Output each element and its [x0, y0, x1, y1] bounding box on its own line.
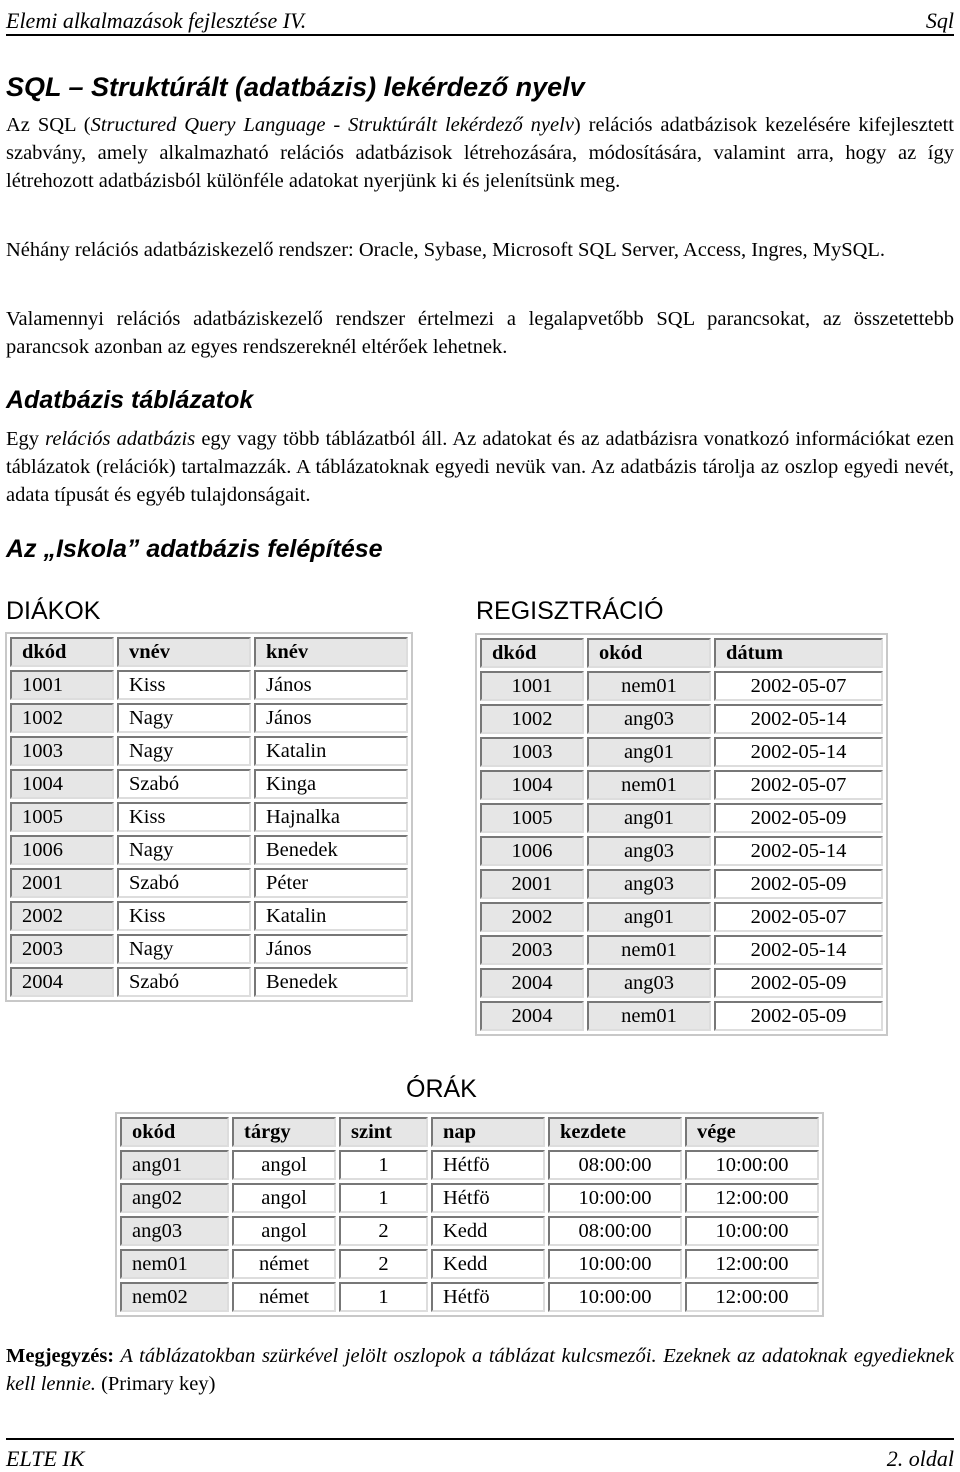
- column-header: vége: [685, 1117, 819, 1147]
- table-cell: Kinga: [254, 769, 408, 799]
- table-row: [120, 1249, 819, 1279]
- orak-table: [115, 1112, 824, 1317]
- table-cell: 12:00:00: [685, 1249, 819, 1279]
- table-cell: 2002-05-09: [714, 968, 883, 998]
- table-cell: Szabó: [117, 769, 251, 799]
- table-cell: 1001: [10, 670, 114, 700]
- table-cell: ang02: [120, 1183, 229, 1213]
- table-cell: Nagy: [117, 835, 251, 865]
- table-cell: ang01: [587, 803, 711, 833]
- table-cell: 1002: [480, 704, 584, 734]
- table-cell: 2002-05-07: [714, 671, 883, 701]
- table-cell: Kiss: [117, 670, 251, 700]
- table-cell: 1004: [480, 770, 584, 800]
- footer-institution: ELTE IK: [6, 1446, 85, 1471]
- table-cell: Hétfö: [431, 1282, 545, 1312]
- table-cell: 10:00:00: [685, 1216, 819, 1246]
- table-cell: ang01: [587, 902, 711, 932]
- column-header: tárgy: [232, 1117, 336, 1147]
- table-cell: 2003: [480, 935, 584, 965]
- table-cell: 2004: [10, 967, 114, 997]
- footer-page-number: 2. oldal: [886, 1446, 954, 1471]
- table-cell: 10:00:00: [685, 1150, 819, 1180]
- intro-paragraph-2: Néhány relációs adatbáziskezelő rendszer: Oracle, Sybase, Microsoft SQL Server, Access, Ingres, MySQL.: [6, 239, 886, 261]
- column-header: vnév: [117, 637, 251, 667]
- table-row: [480, 1001, 883, 1031]
- table-cell: ang03: [587, 836, 711, 866]
- table-cell: 2: [339, 1216, 428, 1246]
- table-cell: nem01: [587, 770, 711, 800]
- table-row: [480, 968, 883, 998]
- table-cell: 2002-05-07: [714, 902, 883, 932]
- table-cell: 2003: [10, 934, 114, 964]
- table-row: [10, 868, 408, 898]
- column-header: knév: [254, 637, 408, 667]
- table-cell: 2002: [480, 902, 584, 932]
- table-cell: nem01: [120, 1249, 229, 1279]
- table-cell: angol: [232, 1216, 336, 1246]
- table-cell: János: [254, 934, 408, 964]
- table-cell: Szabó: [117, 967, 251, 997]
- table-cell: 08:00:00: [548, 1150, 682, 1180]
- table-row: [10, 901, 408, 931]
- table-cell: 1: [339, 1282, 428, 1312]
- table-cell: 1003: [10, 736, 114, 766]
- table-row: [120, 1150, 819, 1180]
- table-cell: 2004: [480, 968, 584, 998]
- table-cell: Nagy: [117, 736, 251, 766]
- table-cell: angol: [232, 1150, 336, 1180]
- table-cell: német: [232, 1282, 336, 1312]
- table-row: [480, 671, 883, 701]
- table-row: [10, 835, 408, 865]
- table-cell: Hétfö: [431, 1183, 545, 1213]
- column-header: szint: [339, 1117, 428, 1147]
- table-cell: 1: [339, 1150, 428, 1180]
- table-cell: 1005: [480, 803, 584, 833]
- table-cell: 1001: [480, 671, 584, 701]
- table-cell: 2002-05-14: [714, 737, 883, 767]
- table-cell: ang03: [587, 869, 711, 899]
- table-row: [10, 934, 408, 964]
- column-header: okód: [587, 638, 711, 668]
- table-cell: Benedek: [254, 967, 408, 997]
- table-cell: 2004: [480, 1001, 584, 1031]
- table-cell: 10:00:00: [548, 1183, 682, 1213]
- table-row: [480, 902, 883, 932]
- table-cell: nem01: [587, 671, 711, 701]
- intro-paragraph-1: Az SQL (Structured Query Language - Struktúrált lekérdező nyelv) relációs adatbázisok kezelésére kifejlesztett szabvány, amely alkalmazható relációs adatbázisok létrehozására, módosítására, valamint arra, hogy az így létrehozott adatbázisból különféle adatokat nyerjünk ki és jelenítsünk meg.: [6, 114, 954, 192]
- table-cell: nem01: [587, 1001, 711, 1031]
- orak-title: ÓRÁK: [406, 1075, 477, 1103]
- table-cell: 1006: [480, 836, 584, 866]
- tables-paragraph: Egy relációs adatbázis egy vagy több táblázatból áll. Az adatokat és az adatbázisra vonatkozó információkat ezen táblázatok (relációk) tartalmazzák. A táblázatoknak egyedi nevük van. Az adatbázis tárolja az oszlop egyedi nevét, adata típusát és egyéb tulajdonságait.: [6, 428, 954, 506]
- table-cell: 2002-05-09: [714, 803, 883, 833]
- intro-paragraph-3: Valamennyi relációs adatbáziskezelő rendszer értelmezi a legalapvetőbb SQL parancsokat, az összetettebb parancsok azonban az egyes rendszereknél eltérőek lehetnek.: [6, 308, 954, 358]
- table-cell: 2002-05-14: [714, 836, 883, 866]
- column-header: dkód: [10, 637, 114, 667]
- header-course-title: Elemi alkalmazások fejlesztése IV.: [6, 8, 307, 33]
- table-cell: 2002-05-09: [714, 869, 883, 899]
- table-cell: Hajnalka: [254, 802, 408, 832]
- column-header: dkód: [480, 638, 584, 668]
- table-row: [120, 1183, 819, 1213]
- table-cell: 2001: [10, 868, 114, 898]
- page-header: [6, 4, 954, 36]
- page-title: SQL – Struktúrált (adatbázis) lekérdező nyelv: [6, 72, 585, 102]
- table-cell: ang03: [120, 1216, 229, 1246]
- table-row: [10, 802, 408, 832]
- table-row: [120, 1216, 819, 1246]
- table-row: [480, 770, 883, 800]
- table-cell: 12:00:00: [685, 1183, 819, 1213]
- table-cell: Péter: [254, 868, 408, 898]
- section-title-tables: Adatbázis táblázatok: [6, 386, 254, 414]
- table-cell: 1004: [10, 769, 114, 799]
- table-cell: Kiss: [117, 802, 251, 832]
- table-cell: 08:00:00: [548, 1216, 682, 1246]
- table-row: [480, 836, 883, 866]
- column-header: okód: [120, 1117, 229, 1147]
- column-header: kezdete: [548, 1117, 682, 1147]
- table-cell: ang01: [120, 1150, 229, 1180]
- table-cell: Kiss: [117, 901, 251, 931]
- table-cell: 10:00:00: [548, 1282, 682, 1312]
- table-header-row: [480, 638, 883, 668]
- table-cell: 2001: [480, 869, 584, 899]
- table-cell: Katalin: [254, 736, 408, 766]
- regisztracio-table: [475, 633, 888, 1036]
- table-cell: 2002: [10, 901, 114, 931]
- table-cell: Kedd: [431, 1216, 545, 1246]
- table-cell: 2002-05-09: [714, 1001, 883, 1031]
- table-cell: Katalin: [254, 901, 408, 931]
- table-row: [480, 869, 883, 899]
- table-cell: nem02: [120, 1282, 229, 1312]
- table-row: [10, 967, 408, 997]
- table-cell: János: [254, 670, 408, 700]
- table-header-row: [10, 637, 408, 667]
- table-row: [10, 670, 408, 700]
- diakok-title: DIÁKOK: [6, 597, 101, 625]
- table-cell: ang01: [587, 737, 711, 767]
- table-cell: Nagy: [117, 934, 251, 964]
- table-cell: János: [254, 703, 408, 733]
- table-cell: 2002-05-14: [714, 935, 883, 965]
- table-cell: 2002-05-07: [714, 770, 883, 800]
- table-cell: 2002-05-14: [714, 704, 883, 734]
- table-header-row: [120, 1117, 819, 1147]
- page-footer: [6, 1438, 954, 1470]
- table-cell: ang03: [587, 968, 711, 998]
- diakok-table: [5, 632, 413, 1002]
- table-cell: Nagy: [117, 703, 251, 733]
- table-row: [480, 803, 883, 833]
- column-header: nap: [431, 1117, 545, 1147]
- table-row: [10, 736, 408, 766]
- table-cell: 1002: [10, 703, 114, 733]
- table-cell: Benedek: [254, 835, 408, 865]
- table-cell: Hétfö: [431, 1150, 545, 1180]
- section-title-school-db: Az „Iskola” adatbázis felépítése: [6, 535, 383, 563]
- table-cell: nem01: [587, 935, 711, 965]
- table-cell: 10:00:00: [548, 1249, 682, 1279]
- table-cell: angol: [232, 1183, 336, 1213]
- table-cell: 1005: [10, 802, 114, 832]
- table-row: [480, 935, 883, 965]
- table-row: [10, 703, 408, 733]
- header-topic: Sql: [925, 8, 954, 33]
- column-header: dátum: [714, 638, 883, 668]
- table-cell: ang03: [587, 704, 711, 734]
- table-row: [480, 737, 883, 767]
- table-cell: Szabó: [117, 868, 251, 898]
- table-cell: 12:00:00: [685, 1282, 819, 1312]
- table-cell: 2: [339, 1249, 428, 1279]
- table-cell: 1006: [10, 835, 114, 865]
- table-row: [10, 769, 408, 799]
- table-cell: 1003: [480, 737, 584, 767]
- table-cell: német: [232, 1249, 336, 1279]
- note-paragraph: Megjegyzés: A táblázatokban szürkével jelölt oszlopok a táblázat kulcsmezői. Ezeknek az adatoknak egyedieknek kell lennie. (Primary key): [6, 1345, 954, 1395]
- table-cell: Kedd: [431, 1249, 545, 1279]
- table-row: [120, 1282, 819, 1312]
- table-row: [480, 704, 883, 734]
- regisztracio-title: REGISZTRÁCIÓ: [476, 597, 664, 625]
- table-cell: 1: [339, 1183, 428, 1213]
